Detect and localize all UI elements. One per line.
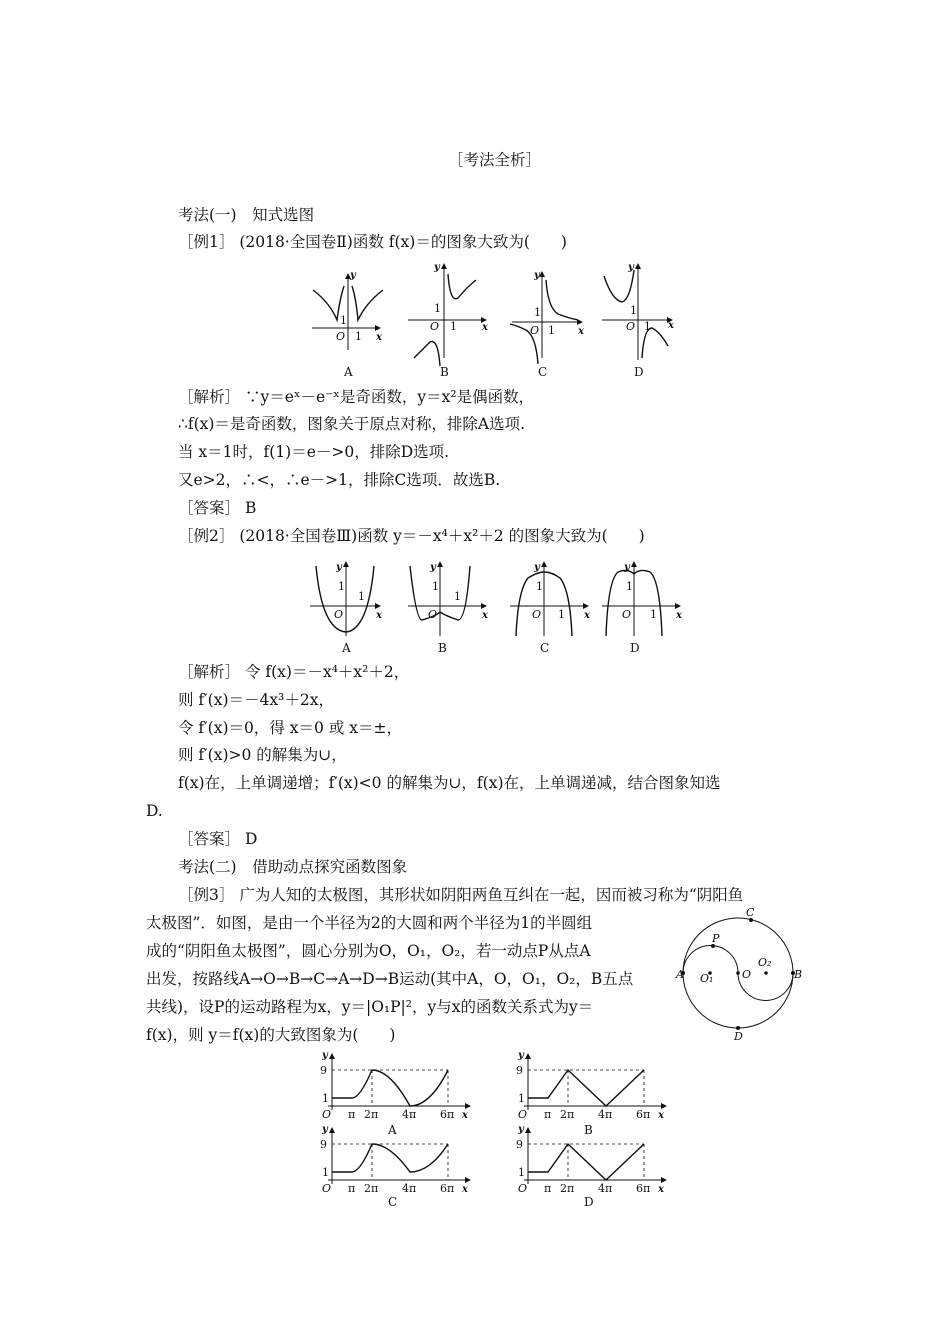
svg-text:1: 1 [548, 324, 555, 337]
svg-text:O: O [428, 608, 438, 621]
svg-text:O: O [626, 320, 636, 333]
analysis-1-line-4: 又e>2，∴<，∴e－>1，排除C选项．故选B. [178, 471, 501, 489]
example-3-line-4: 出发，按路线A→O→B→C→A→D→B运动(其中A，O，O₁，O₂，B五点 [146, 970, 634, 988]
origin-label: O [336, 330, 346, 343]
svg-text:1: 1 [432, 580, 439, 593]
svg-text:1: 1 [626, 580, 633, 593]
point-d-label: D [734, 1030, 743, 1043]
graph-label-a: A [388, 1123, 397, 1137]
answer-2: ［答案］ D [178, 830, 258, 848]
graph-2a [310, 562, 383, 655]
svg-text:x: x [482, 322, 488, 333]
point-p-label: P [712, 932, 720, 945]
svg-text:1: 1 [534, 306, 541, 319]
graph-label-b: B [438, 641, 447, 655]
svg-text:O: O [322, 1108, 332, 1121]
svg-text:x: x [462, 1184, 468, 1195]
graph-2b [408, 562, 489, 655]
svg-text:y: y [534, 562, 540, 573]
analysis-1-line-2: ∴f(x)＝是奇函数，图象关于原点对称，排除A选项. [178, 415, 526, 433]
svg-text:x: x [658, 1184, 664, 1195]
svg-text:1: 1 [454, 590, 461, 603]
example-3-line-5: 共线)，设P的运动路程为x，y＝|O₁P|²，y与x的函数关系式为y＝ [146, 998, 594, 1016]
example-label: ［例2］ [178, 527, 235, 545]
svg-text:9: 9 [320, 1138, 327, 1151]
analysis-2-line-6: D. [146, 802, 163, 820]
analysis-2-line-4: 则 f′(x)>0 的解集为∪， [178, 746, 347, 764]
graph-1c [510, 270, 585, 379]
taiji-diagram [676, 906, 806, 1045]
svg-text:y: y [322, 1124, 328, 1135]
graph-label-c: C [538, 365, 548, 379]
graph-label-c: C [540, 641, 550, 655]
graph-3b [516, 1050, 666, 1137]
graph-label-a: A [344, 365, 353, 379]
svg-text:4π: 4π [598, 1182, 613, 1195]
graph-1d [602, 262, 675, 379]
svg-text:2π: 2π [560, 1182, 575, 1195]
svg-text:1: 1 [322, 1092, 329, 1105]
analysis-label: ［解析］ [178, 388, 241, 406]
method-heading-2: 考法(二) 借助动点探究函数图象 [178, 858, 408, 876]
svg-text:1: 1 [650, 608, 657, 621]
point-c-label: C [746, 906, 755, 919]
svg-text:6π: 6π [440, 1108, 455, 1121]
analysis-1-line-3: 当 x＝1时，f(1)＝e－>0，排除D选项. [178, 443, 450, 461]
graph-2d [602, 562, 683, 655]
point-o-label: O [742, 968, 752, 981]
svg-text:x: x [658, 1110, 664, 1121]
svg-text:O: O [334, 608, 344, 621]
section-title: ［考法全析］ [448, 151, 542, 169]
graph-label-b: B [440, 365, 449, 379]
svg-text:O: O [532, 608, 542, 621]
graph-3a [320, 1050, 470, 1137]
svg-text:y: y [336, 562, 342, 573]
graph-label-a: A [342, 641, 351, 655]
svg-text:4π: 4π [402, 1108, 417, 1121]
svg-text:O: O [530, 324, 540, 337]
svg-text:1: 1 [322, 1166, 329, 1179]
point-b-label: B [794, 968, 803, 981]
graph-1a [312, 270, 383, 379]
svg-text:y: y [534, 270, 540, 281]
svg-text:y: y [430, 562, 436, 573]
y-axis-label: y [350, 270, 356, 281]
svg-text:1: 1 [536, 580, 543, 593]
svg-text:O: O [518, 1108, 528, 1121]
example-2-graphs [300, 560, 690, 655]
graph-label-b: B [584, 1123, 593, 1137]
x-tick-one: 1 [355, 330, 362, 343]
svg-text:O: O [322, 1182, 332, 1195]
svg-text:x: x [482, 610, 488, 621]
svg-text:2π: 2π [560, 1108, 575, 1121]
svg-text:x: x [376, 610, 382, 621]
svg-text:2π: 2π [364, 1182, 379, 1195]
svg-text:9: 9 [320, 1064, 327, 1077]
svg-text:4π: 4π [402, 1182, 417, 1195]
x-axis-label: x [376, 332, 382, 343]
svg-text:1: 1 [450, 320, 457, 333]
svg-text:1: 1 [518, 1092, 525, 1105]
example-3-line-6: f(x)，则 y＝f(x)的大致图象为( ) [146, 1026, 396, 1044]
example-label: ［例1］ [178, 233, 235, 251]
svg-text:1: 1 [434, 302, 441, 315]
point-o1-label: O₁ [700, 972, 714, 985]
point-o2-label: O₂ [758, 956, 772, 969]
graph-label-d: D [584, 1195, 594, 1209]
point-a-label: A [676, 968, 684, 981]
svg-text:O: O [622, 608, 632, 621]
svg-text:y: y [322, 1050, 328, 1061]
method-heading-1: 考法(一) 知式选图 [178, 206, 315, 224]
svg-text:y: y [434, 262, 440, 273]
analysis-2-line-2: 则 f′(x)＝－4x³＋2x， [178, 691, 334, 709]
svg-text:6π: 6π [636, 1182, 651, 1195]
svg-text:6π: 6π [636, 1108, 651, 1121]
svg-text:1: 1 [358, 590, 365, 603]
svg-text:y: y [518, 1050, 524, 1061]
svg-text:x: x [578, 326, 584, 337]
svg-text:1: 1 [644, 320, 651, 333]
y-tick-one: 1 [340, 314, 347, 327]
example-1-graphs [300, 258, 690, 383]
svg-text:y: y [624, 562, 630, 573]
svg-text:O: O [430, 320, 440, 333]
svg-text:4π: 4π [598, 1108, 613, 1121]
svg-text:π: π [544, 1182, 552, 1195]
graph-1b [408, 262, 489, 379]
svg-text:y: y [628, 262, 634, 273]
svg-text:x: x [676, 610, 682, 621]
svg-text:π: π [544, 1108, 552, 1121]
svg-text:1: 1 [558, 608, 565, 621]
svg-text:π: π [348, 1108, 356, 1121]
svg-text:9: 9 [516, 1064, 523, 1077]
analysis-2-line-3: 令 f′(x)＝0，得 x＝0 或 x＝±， [178, 719, 402, 737]
svg-text:y: y [518, 1124, 524, 1135]
svg-text:x: x [462, 1110, 468, 1121]
question-text: (2018·全国卷Ⅱ)函数 f(x)＝的图象大致为( ) [239, 233, 567, 251]
graph-label-d: D [630, 641, 640, 655]
analysis-2-line-1: ［解析］ 令 f(x)＝－x⁴＋x²＋2， [178, 663, 410, 681]
example-3-line-3: 成的“阴阳鱼太极图”，圆心分别为O，O₁，O₂，若一动点P从点A [146, 942, 591, 960]
example-3-line-2: 太极图”．如图，是由一个半径为2的大圆和两个半径为1的半圆组 [146, 914, 593, 932]
svg-text:9: 9 [516, 1138, 523, 1151]
svg-text:1: 1 [630, 304, 637, 317]
svg-text:6π: 6π [440, 1182, 455, 1195]
svg-text:2π: 2π [364, 1108, 379, 1121]
analysis-1-line-1: ［解析］ ∵y＝eˣ－e⁻ˣ是奇函数，y＝x²是偶函数， [178, 388, 535, 406]
analysis-2-line-5: f(x)在，上单调递增；f′(x)<0 的解集为∪，f(x)在，上单调递减，结合图象知选 [178, 774, 721, 792]
svg-text:1: 1 [518, 1166, 525, 1179]
example-3-line-1: ［例3］ 广为人知的太极图，其形状如阴阳两鱼互纠在一起，因而被习称为“阴阳鱼 [178, 886, 744, 904]
graph-label-c: C [388, 1195, 398, 1209]
graph-2c [510, 562, 591, 655]
example-1-question [178, 232, 567, 252]
example-3-graphs [310, 1050, 680, 1208]
svg-text:x: x [584, 610, 590, 621]
svg-text:1: 1 [338, 580, 345, 593]
svg-text:x: x [668, 320, 674, 331]
graph-label-d: D [634, 365, 644, 379]
example-2-question [178, 526, 645, 546]
answer-1: ［答案］ B [178, 499, 257, 517]
svg-text:O: O [518, 1182, 528, 1195]
svg-text:π: π [348, 1182, 356, 1195]
question-text: (2018·全国卷Ⅲ)函数 y＝－x⁴＋x²＋2 的图象大致为( ) [239, 527, 645, 545]
